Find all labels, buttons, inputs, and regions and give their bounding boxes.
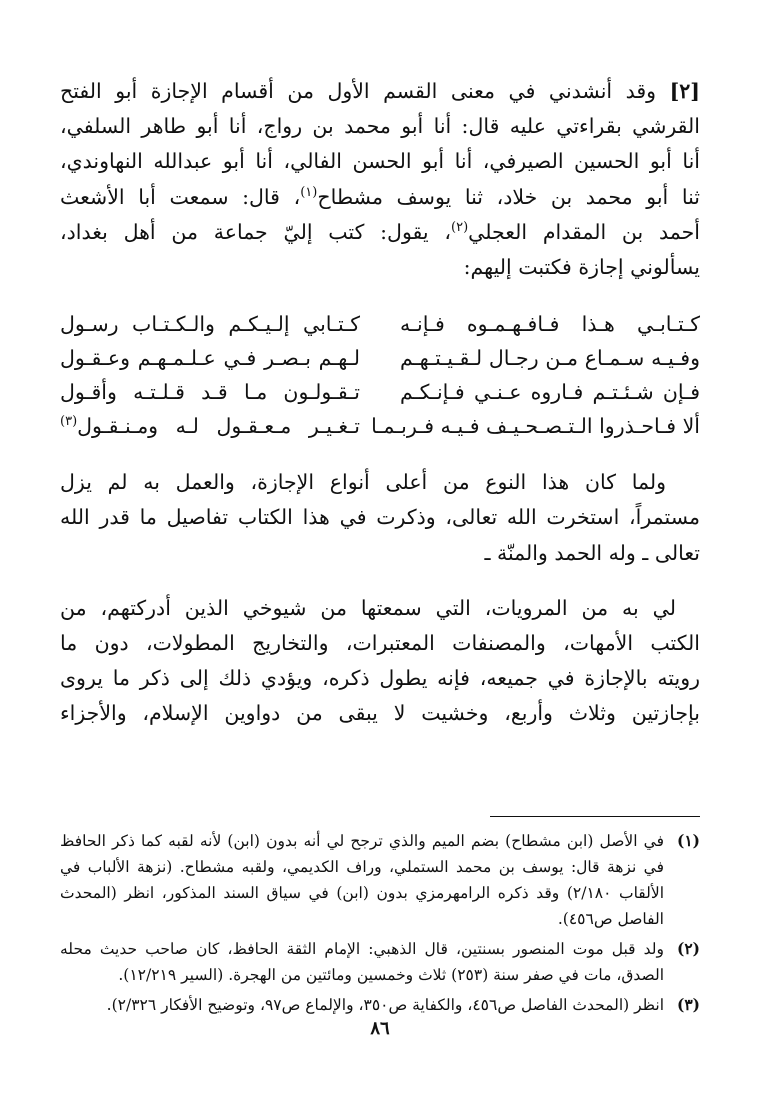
verse-first-hemistich: كـتـابـي هـذا فـافـهـمـوه فـإنـه	[400, 312, 700, 337]
footnote-text: انظر (المحدث الفاصل ص٤٥٦، والكفاية ص٣٥٠، والإلماع ص٩٧، وتوضيح الأفكار ٢/٣٢٦).	[106, 996, 664, 1014]
text-line: يسألوني إجازة فكتبت إليهم:	[463, 255, 700, 280]
text-line: ثنا أبو محمد بن خلاد، ثنا يوسف مشطاح$^{(١)}$، قال: سمعت أبا الأشعث	[60, 184, 700, 209]
footnote	[60, 992, 700, 1018]
footnote-number: (١)	[676, 831, 700, 850]
footnote-ref-2: (٢)	[451, 219, 469, 235]
section-marker: [٢]	[669, 79, 700, 103]
footnote-text: ولد قبل موت المنصور بسنتين، قال الذهبي: الإمام الثقة الحافظ، كان صاحب حديث محله الصدق، مات في صفر سنة (٢٥٣) ثلاث وخمسين ومائتين من الهجرة. (السير ١٢/٢١٩).	[60, 940, 664, 984]
footnote-number: (٣)	[676, 995, 700, 1014]
poem-verse	[60, 307, 700, 341]
text-line: رويته بالإجازة في جميعه، فإنه يطول ذكره، ويؤدي ذلك إلى ذكر ما يروى	[60, 666, 700, 691]
poem-verse	[60, 409, 700, 443]
poem-verse	[60, 375, 700, 409]
footnote-separator	[490, 816, 700, 817]
text-line: تعالى ـ وله الحمد والمنّة ـ	[484, 540, 700, 565]
verse-first-hemistich: ألا فـاحـذروا الـتـصـحـيـف فـيـه فـربـمـا	[371, 414, 700, 439]
poem	[60, 307, 700, 443]
text-line: مستمراً، استخرت الله تعالى، وذكرت في هذا الكتاب تفاصيل ما قدر الله	[60, 505, 700, 530]
footnote	[60, 936, 700, 988]
verse-second-hemistich: تـقـولـون مـا قـد قـلـتـه وأقـول	[60, 380, 360, 405]
verse-second-hemistich: كـتـابي إلـيـكـم والـكـتـاب رسـول	[60, 312, 360, 337]
text-line: القرشي بقراءتي عليه قال: أنا أبو محمد بن رواج، أنا أبو طاهر السلفي،	[60, 114, 700, 139]
text-line: لي به من المرويات، التي سمعتها من شيوخي الذين أدركتهم، من	[60, 595, 676, 620]
footnote-ref-1: (١)	[300, 184, 318, 200]
poem-verse	[60, 341, 700, 375]
text-line: بإجازتين وثلاث وأربع، وخشيت لا يبقى من دواوين الإسلام، والأجزاء	[60, 701, 700, 726]
paragraph-opening	[60, 74, 700, 285]
footnote-number: (٢)	[676, 939, 700, 958]
paragraph-third	[60, 591, 700, 732]
text-line: [٢] وقد أنشدني في معنى القسم الأول من أقسام الإجازة أبو الفتح	[60, 79, 700, 103]
footnote-ref-3: (٣)	[60, 414, 78, 430]
verse-first-hemistich: وفـيـه سـمـاع مـن رجـال لـقـيـتـهـم	[400, 346, 700, 371]
paragraph-second	[60, 465, 700, 571]
verse-second-hemistich: تـغـيـر مـعـقـول لـه ومـنـقـول$^{(٣)}$	[60, 414, 360, 439]
verse-second-hemistich: لـهـم بـصـر فـي عـلـمـهـم وعـقـول	[60, 346, 360, 371]
text-line: أنا أبو الحسين الصيرفي، أنا أبو الحسن الفالي، أنا أبو عبدالله النهاوندي،	[60, 149, 700, 174]
verse-first-hemistich: فـإن شـئـتـم فـاروه عـنـي فـإنـكـم	[400, 380, 700, 405]
text-line: ولما كان هذا النوع من أعلى أنواع الإجازة، والعمل به لم يزل	[60, 470, 666, 495]
footnotes	[60, 828, 700, 1022]
footnote-text: في الأصل (ابن مشطاح) بضم الميم والذي ترجح لي أنه بدون (ابن) لأنه لقبه كما ذكر الحافظ في نزهة قال: يوسف بن محمد الستملي، وراف الكديمي، ولقبه مشطاح. (نزهة الألباب في الألقاب ٢/١٨٠) وقد ذكره الرامهرمزي بدون (ابن) في سياق السند المذكور، انظر (المحدث الفاصل ص٤٥٦).	[60, 832, 664, 928]
text-line: الكتب الأمهات، والمصنفات المعتبرات، والتخاريج المطولات، دون ما	[60, 631, 700, 656]
page-number: ٨٦	[370, 1018, 390, 1039]
book-page	[60, 74, 700, 1039]
text-line: أحمد بن المقدام العجلي$^{(٢)}$، يقول: كتب إليّ جماعة من أهل بغداد،	[60, 219, 700, 244]
footnote	[60, 828, 700, 932]
